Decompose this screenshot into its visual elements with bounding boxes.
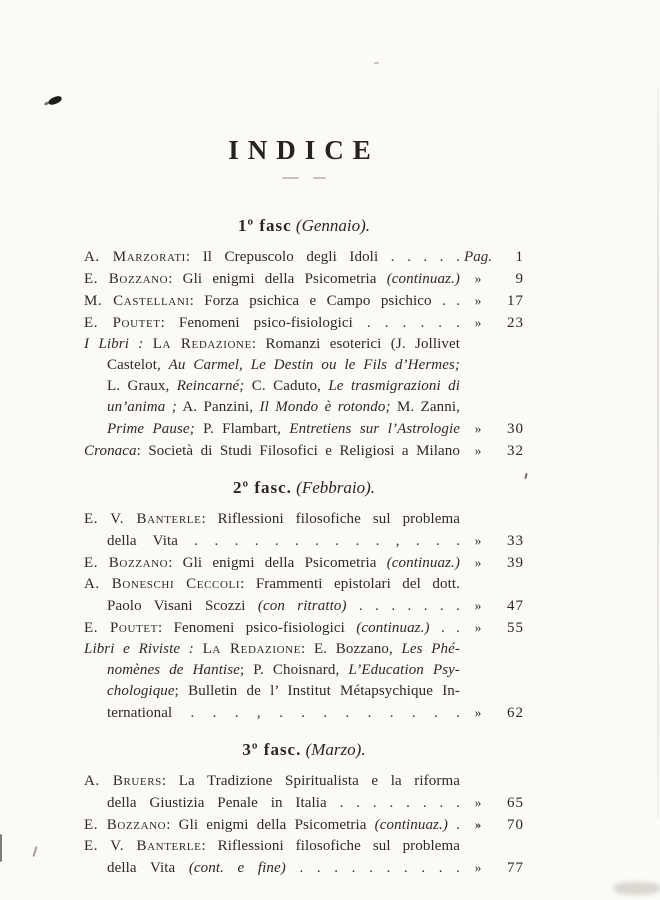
- entry-text: [84, 553, 460, 574]
- entry-text: [84, 376, 460, 397]
- entry-text: [84, 291, 460, 312]
- toc-entry-line: [84, 836, 524, 857]
- author-name: E. Bozzano: [84, 555, 169, 571]
- dot-leader: . . . . . . . . . .: [299, 860, 460, 876]
- section-month: (Marzo).: [305, 740, 366, 759]
- author-name: E. V. Banterle: [84, 838, 202, 854]
- toc-entry-line: [84, 574, 524, 595]
- toc-entry-line: [84, 681, 524, 702]
- entry-segment: [347, 598, 359, 614]
- toc-content: [84, 0, 524, 879]
- dot-leader: . . . . .: [390, 249, 460, 265]
- entry-segment: : Gli enigmi della Psicometria: [168, 271, 387, 287]
- entry-text: [84, 531, 460, 552]
- entry-segment: Les Phé-: [401, 641, 460, 657]
- dot-leader: . . . . . . . . . . , . . .: [194, 533, 461, 549]
- dot-leader: . . . . . . .: [358, 598, 460, 614]
- page-edge-shadow: [657, 88, 659, 818]
- entry-text: [84, 269, 460, 290]
- author-name: A. Marzorati: [84, 249, 186, 265]
- toc-entry-line: [84, 771, 524, 792]
- entry-segment: un’anima ;: [107, 399, 177, 415]
- entry-text: [84, 703, 460, 724]
- entry-text: [84, 509, 460, 530]
- toc-entry-line: [84, 702, 524, 724]
- entry-segment: : Gli enigmi della Psicometria: [168, 555, 387, 571]
- entry-text: [84, 660, 460, 681]
- section-number: 1º fasc: [237, 216, 292, 235]
- page-number: 17: [507, 293, 524, 309]
- section-number: 3º fasc.: [242, 740, 302, 759]
- page-ref-marker: Pag.: [464, 249, 492, 265]
- page-ref-marker: »: [474, 271, 482, 286]
- author-name: E. Bozzano: [84, 271, 169, 287]
- page-number: 70: [507, 817, 524, 833]
- page-number: 30: [507, 421, 524, 437]
- author-name: La Redazione: [202, 641, 302, 657]
- entry-segment: della Vita: [107, 860, 189, 876]
- entry-text: [84, 858, 460, 879]
- page-ref-marker: »: [474, 795, 482, 810]
- entry-segment: : Forza psichica e Campo psichico: [189, 293, 442, 309]
- entry-text: [84, 596, 460, 617]
- toc-entry-line: [84, 617, 524, 639]
- entry-segment: [448, 817, 456, 833]
- page-ref-marker: »: [474, 421, 482, 436]
- dot-leader: . .: [441, 293, 460, 309]
- entry-segment: : Fenomeni psico-fisiologici: [157, 620, 357, 636]
- toc-entry-line: [84, 552, 524, 574]
- toc-section: [84, 738, 524, 879]
- dot-leader: . . . , . . . . . . . . .: [190, 705, 461, 721]
- page-number: 33: [507, 533, 524, 549]
- entry-segment: Il Mondo è rotondo;: [259, 399, 391, 415]
- entry-text: [84, 441, 460, 462]
- section-heading: [84, 214, 524, 237]
- toc-entry-line: [84, 312, 524, 334]
- entry-segment: C. Caduto,: [244, 378, 329, 394]
- page-number: 39: [507, 555, 524, 571]
- entry-segment: L’Education Psy-: [348, 662, 460, 678]
- entry-segment: Libri e Riviste :: [84, 641, 203, 657]
- toc-entry-line: [84, 268, 524, 290]
- toc-section: [84, 214, 524, 462]
- entry-segment: [286, 860, 300, 876]
- entry-segment: : Riflessioni filosofiche sul problema: [201, 511, 461, 527]
- entry-segment: : Fenomeni psico-fisiologici: [160, 315, 367, 331]
- entry-segment: : Frammenti epistolari del dott.: [240, 576, 460, 592]
- entry-text: [84, 355, 460, 376]
- sections-root: [84, 214, 524, 879]
- page-ref-marker: »: [474, 705, 482, 720]
- entry-segment: ternational: [107, 705, 191, 721]
- rule-dash: [313, 177, 326, 179]
- page-number: 55: [507, 620, 524, 636]
- toc-entry-line: [84, 376, 524, 397]
- entry-segment: L. Graux,: [107, 378, 177, 394]
- page-number: 62: [507, 705, 524, 721]
- toc-entry-line: [84, 290, 524, 312]
- page-number: 77: [507, 860, 524, 876]
- page-ref-marker: »: [474, 443, 482, 458]
- entry-segment: ; Bulletin de l’ Institut Métapsychique In-: [174, 683, 460, 699]
- entry-segment: Cronaca: [84, 443, 137, 459]
- section-heading: [84, 476, 524, 499]
- entry-segment: chologique: [107, 683, 175, 699]
- entry-text: [84, 618, 460, 639]
- entry-segment: (cont. e fine): [188, 860, 286, 876]
- page-number: 9: [515, 271, 524, 287]
- author-name: E. V. Banterle: [84, 511, 202, 527]
- entry-segment: : E. Bozzano,: [301, 641, 402, 657]
- entry-segment: : Il Crepuscolo degli Idoli: [185, 249, 391, 265]
- entry-segment: : Romanzi esoterici (J. Jollivet: [251, 336, 460, 352]
- entry-text: [84, 793, 460, 814]
- entry-segment: (con ritratto): [257, 598, 347, 614]
- entry-text: [84, 313, 460, 334]
- entry-segment: Castelot,: [107, 357, 169, 373]
- entry-segment: I Libri :: [84, 336, 153, 352]
- page-number: 32: [507, 443, 524, 459]
- page-title: INDICE: [228, 135, 380, 165]
- entry-segment: Reincarné;: [176, 378, 245, 394]
- section-heading: [84, 738, 524, 761]
- entry-segment: M. Zanni,: [390, 399, 460, 415]
- author-name: E. Poutet: [84, 620, 158, 636]
- page-ref-marker: »: [474, 620, 482, 635]
- section-number: 2º fasc.: [232, 478, 292, 497]
- ink-blot-artifact: [47, 95, 62, 106]
- page-ref-marker: »: [474, 315, 482, 330]
- entry-segment: : Riflessioni filosofiche sul problema: [201, 838, 461, 854]
- entry-segment: : La Tradizione Spiritualista e la riforma: [161, 773, 460, 789]
- page-ref-marker: »: [474, 860, 482, 875]
- page-edge-mark: [0, 834, 2, 862]
- page-ref-marker: »: [474, 533, 482, 548]
- entry-segment: A. Panzini,: [176, 399, 260, 415]
- title-rule: [84, 169, 524, 181]
- entry-segment: della Giustizia Penale in Italia: [107, 795, 340, 811]
- entry-text: [84, 419, 460, 440]
- entry-segment: (continuaz.): [386, 555, 460, 571]
- entry-segment: nomènes de Hantise: [107, 662, 240, 678]
- author-name: E. Bozzano: [84, 817, 167, 833]
- entry-segment: Le trasmigrazioni di: [328, 378, 460, 394]
- speck-artifact: [524, 473, 527, 479]
- author-name: A. Boneschi Ceccoli: [84, 576, 241, 592]
- slash-mark-artifact: [32, 846, 37, 857]
- entry-segment: della Vita: [107, 533, 195, 549]
- toc-entry-line: [84, 814, 524, 836]
- entry-text: [84, 771, 460, 792]
- entry-segment: : Gli enigmi della Psicometria: [166, 817, 375, 833]
- section-month: (Febbraio).: [296, 478, 376, 497]
- page-ref-marker: »: [474, 293, 482, 308]
- page-ref-marker: »: [474, 598, 482, 613]
- section-month: (Gennaio).: [295, 216, 371, 235]
- toc-entry-line: [84, 639, 524, 660]
- entry-segment: Au Carmel, Le Destin ou le Fils d’Hermes;: [168, 357, 460, 373]
- toc-entry-line: [84, 418, 524, 440]
- toc-entry-line: [84, 530, 524, 552]
- rule-dash: [282, 177, 299, 179]
- author-name: La Redazione: [152, 336, 252, 352]
- entry-text: [84, 815, 460, 836]
- toc-section: [84, 476, 524, 724]
- ink-blot-tail-artifact: [44, 101, 50, 106]
- dot-leader: . . . . . .: [366, 315, 460, 331]
- dot-leader: .: [456, 817, 460, 833]
- corner-smudge: [614, 882, 660, 895]
- page-number: 47: [507, 598, 524, 614]
- entry-segment: P. Flambart,: [194, 421, 290, 437]
- entry-segment: : Società di Studi Filosofici e Religiosi a Milano: [136, 443, 460, 459]
- page-ref-marker: »: [474, 817, 482, 832]
- toc-entry-line: [84, 792, 524, 814]
- entry-text: [84, 397, 460, 418]
- dot-leader: . .: [440, 620, 460, 636]
- dot-leader: . . . . . . . .: [339, 795, 460, 811]
- page-number: 23: [507, 315, 524, 331]
- entry-text: [84, 639, 460, 660]
- toc-entry-line: [84, 509, 524, 530]
- entry-text: [84, 681, 460, 702]
- author-name: A. Bruers: [84, 773, 162, 789]
- entry-segment: (continuaz.): [386, 271, 460, 287]
- toc-entry-line: [84, 857, 524, 879]
- entry-text: [84, 836, 460, 857]
- toc-entry-line: [84, 247, 524, 268]
- entry-segment: [430, 620, 441, 636]
- toc-entry-line: [84, 595, 524, 617]
- toc-entry-line: [84, 355, 524, 376]
- entry-segment: Paolo Visani Scozzi: [107, 598, 258, 614]
- entry-segment: Entretiens sur l’Astrologie: [289, 421, 461, 437]
- page-number: 65: [507, 795, 524, 811]
- entry-segment: Prime Pause;: [107, 421, 195, 437]
- entry-text: [84, 334, 460, 355]
- page-number: 1: [515, 249, 524, 265]
- author-name: M. Castellani: [84, 293, 190, 309]
- toc-entry-line: [84, 660, 524, 681]
- toc-entry-line: [84, 397, 524, 418]
- page-ref-marker: »: [474, 555, 482, 570]
- entry-text: [84, 574, 460, 595]
- toc-entry-line: [84, 440, 524, 462]
- author-name: E. Poutet: [84, 315, 161, 331]
- entry-segment: ; P. Choisnard,: [239, 662, 349, 678]
- entry-text: [84, 247, 460, 268]
- toc-entry-line: [84, 334, 524, 355]
- entry-segment: (continuaz.): [374, 817, 448, 833]
- entry-segment: (continuaz.): [356, 620, 430, 636]
